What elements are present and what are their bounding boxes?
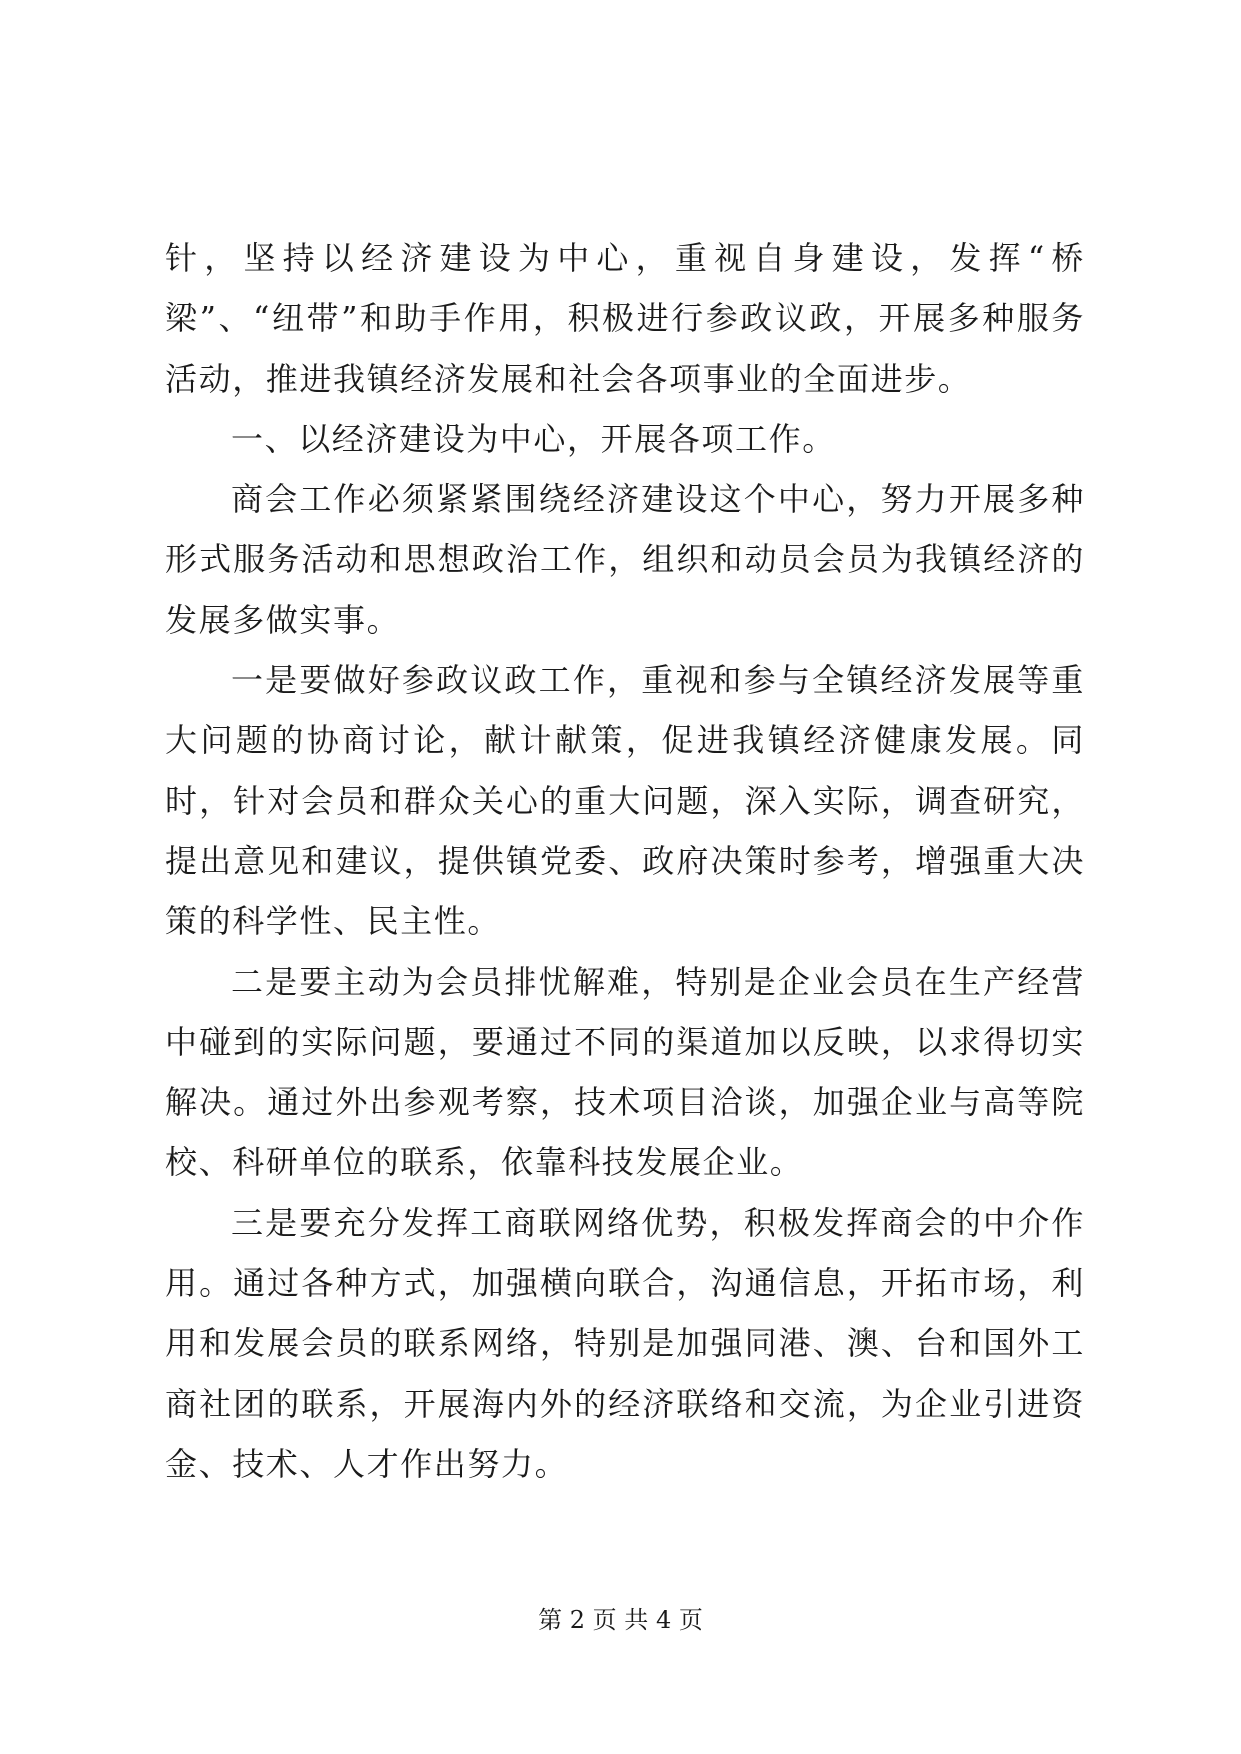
paragraph-continuation: 针，坚持以经济建设为中心，重视自身建设，发挥“桥梁”、“纽带”和助手作用，积极进行参政议政，开展多种服务活动，推进我镇经济发展和社会各项事业的全面进步。 [165,239,1085,398]
paragraph: 一是要做好参政议政工作，重视和参与全镇经济发展等重大问题的协商讨论，献计献策，促进我镇经济健康发展。同时，针对会员和群众关心的重大问题，深入实际，调查研究，提出意见和建议，提供镇党委、政府决策时参考，增强重大决策的科学性、民主性。 [165,661,1085,941]
paragraph: 三是要充分发挥工商联网络优势，积极发挥商会的中介作用。通过各种方式，加强横向联合，沟通信息，开拓市场，利用和发展会员的联系网络，特别是加强同港、澳、台和国外工商社团的联系，开展海内外的经济联络和交流，为企业引进资金、技术、人才作出努力。 [165,1203,1085,1483]
paragraph: 商会工作必须紧紧围绕经济建设这个中心，努力开展多种形式服务活动和思想政治工作，组织和动员会员为我镇经济的发展多做实事。 [165,480,1085,639]
paragraph: 二是要主动为会员排忧解难，特别是企业会员在生产经营中碰到的实际问题，要通过不同的渠道加以反映，以求得切实解决。通过外出参观考察，技术项目洽谈，加强企业与高等院校、科研单位的联系，依靠科技发展企业。 [165,962,1085,1182]
page-number-footer: 第 2 页 共 4 页 [538,1606,703,1634]
section-heading: 一、以经济建设为中心，开展各项工作。 [231,419,836,458]
document-body [165,228,1085,1494]
